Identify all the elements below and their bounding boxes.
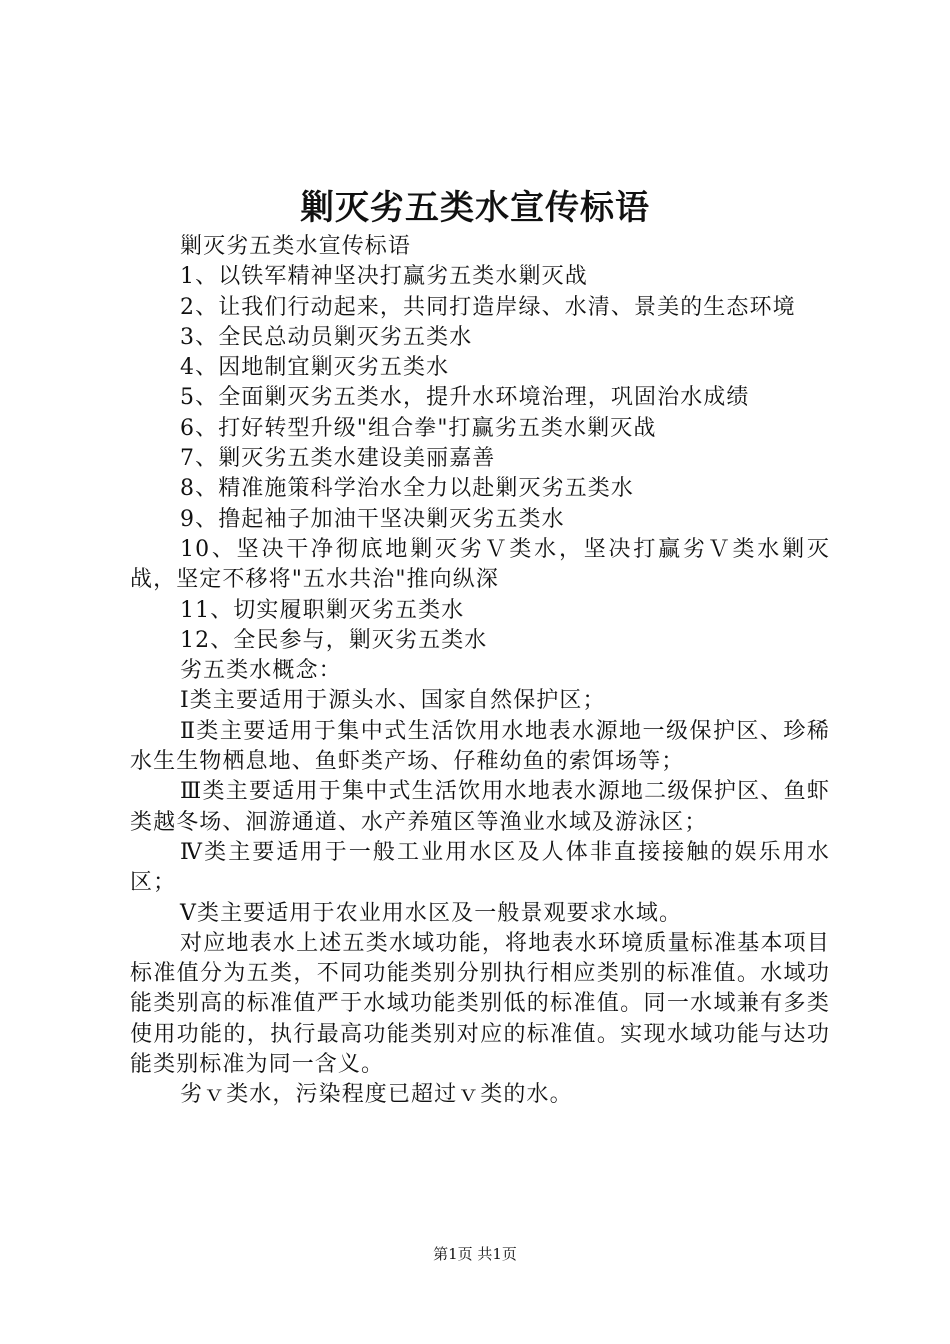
slogan-8: 8、精准施策科学治水全力以赴剿灭劣五类水 <box>180 476 634 502</box>
concept-heading: 劣五类水概念： <box>180 658 342 684</box>
slogan-5: 5、全面剿灭劣五类水，提升水环境治理，巩固治水成绩 <box>180 385 750 411</box>
slogan-6: 6、打好转型升级"组合拳"打赢劣五类水剿灭战 <box>180 415 657 441</box>
document-body <box>130 232 830 1111</box>
paragraph-heading: 剿灭劣五类水宣传标语 <box>180 234 412 259</box>
standard-paragraph: 对应地表水上述五类水域功能，将地表水环境质量标准基本项目标准值分为五类，不同功能类别分别执行相应类别的标准值。水域功能类别高的标准值严于水域功能类别低的标准值。同一水域兼有多类使用功能的，执行最高功能类别对应的标准值。实现水域功能与达功能类别标准为同一含义。 <box>130 930 830 1078</box>
inferior-class-5-paragraph: 劣ｖ类水，污染程度已超过ｖ类的水。 <box>180 1082 573 1108</box>
slogan-11: 11、切实履职剿灭劣五类水 <box>180 597 465 623</box>
document-title: 剿灭劣五类水宣传标语 <box>300 188 650 228</box>
class-4-paragraph: Ⅳ类主要适用于一般工业用水区及人体非直接接触的娱乐用水区； <box>130 839 830 896</box>
slogan-3: 3、全民总动员剿灭劣五类水 <box>180 324 473 350</box>
class-2-paragraph: Ⅱ类主要适用于集中式生活饮用水地表水源地一级保护区、珍稀水生生物栖息地、鱼虾类产场、仔稚幼鱼的索饵场等； <box>130 718 830 775</box>
slogan-9: 9、撸起袖子加油干坚决剿灭劣五类水 <box>180 506 565 532</box>
slogan-10: 10、坚决干净彻底地剿灭劣Ｖ类水，坚决打赢劣Ｖ类水剿灭战，坚定不移将"五水共治"推向纵深 <box>130 536 830 593</box>
slogan-1: 1、以铁军精神坚决打赢劣五类水剿灭战 <box>180 264 588 290</box>
slogan-12: 12、全民参与，剿灭劣五类水 <box>180 627 488 653</box>
page-footer: 第1页 共1页 <box>433 1245 517 1263</box>
slogan-2: 2、让我们行动起来，共同打造岸绿、水清、景美的生态环境 <box>180 294 796 320</box>
class-5-paragraph: Ⅴ类主要适用于农业用水区及一般景观要求水域。 <box>180 900 683 926</box>
class-1-paragraph: Ⅰ类主要适用于源头水、国家自然保护区； <box>180 688 606 714</box>
slogan-7: 7、剿灭劣五类水建设美丽嘉善 <box>180 446 496 472</box>
slogan-4: 4、因地制宜剿灭劣五类水 <box>180 355 450 381</box>
class-3-paragraph: Ⅲ类主要适用于集中式生活饮用水地表水源地二级保护区、鱼虾类越冬场、洄游通道、水产养殖区等渔业水域及游泳区； <box>130 779 830 835</box>
